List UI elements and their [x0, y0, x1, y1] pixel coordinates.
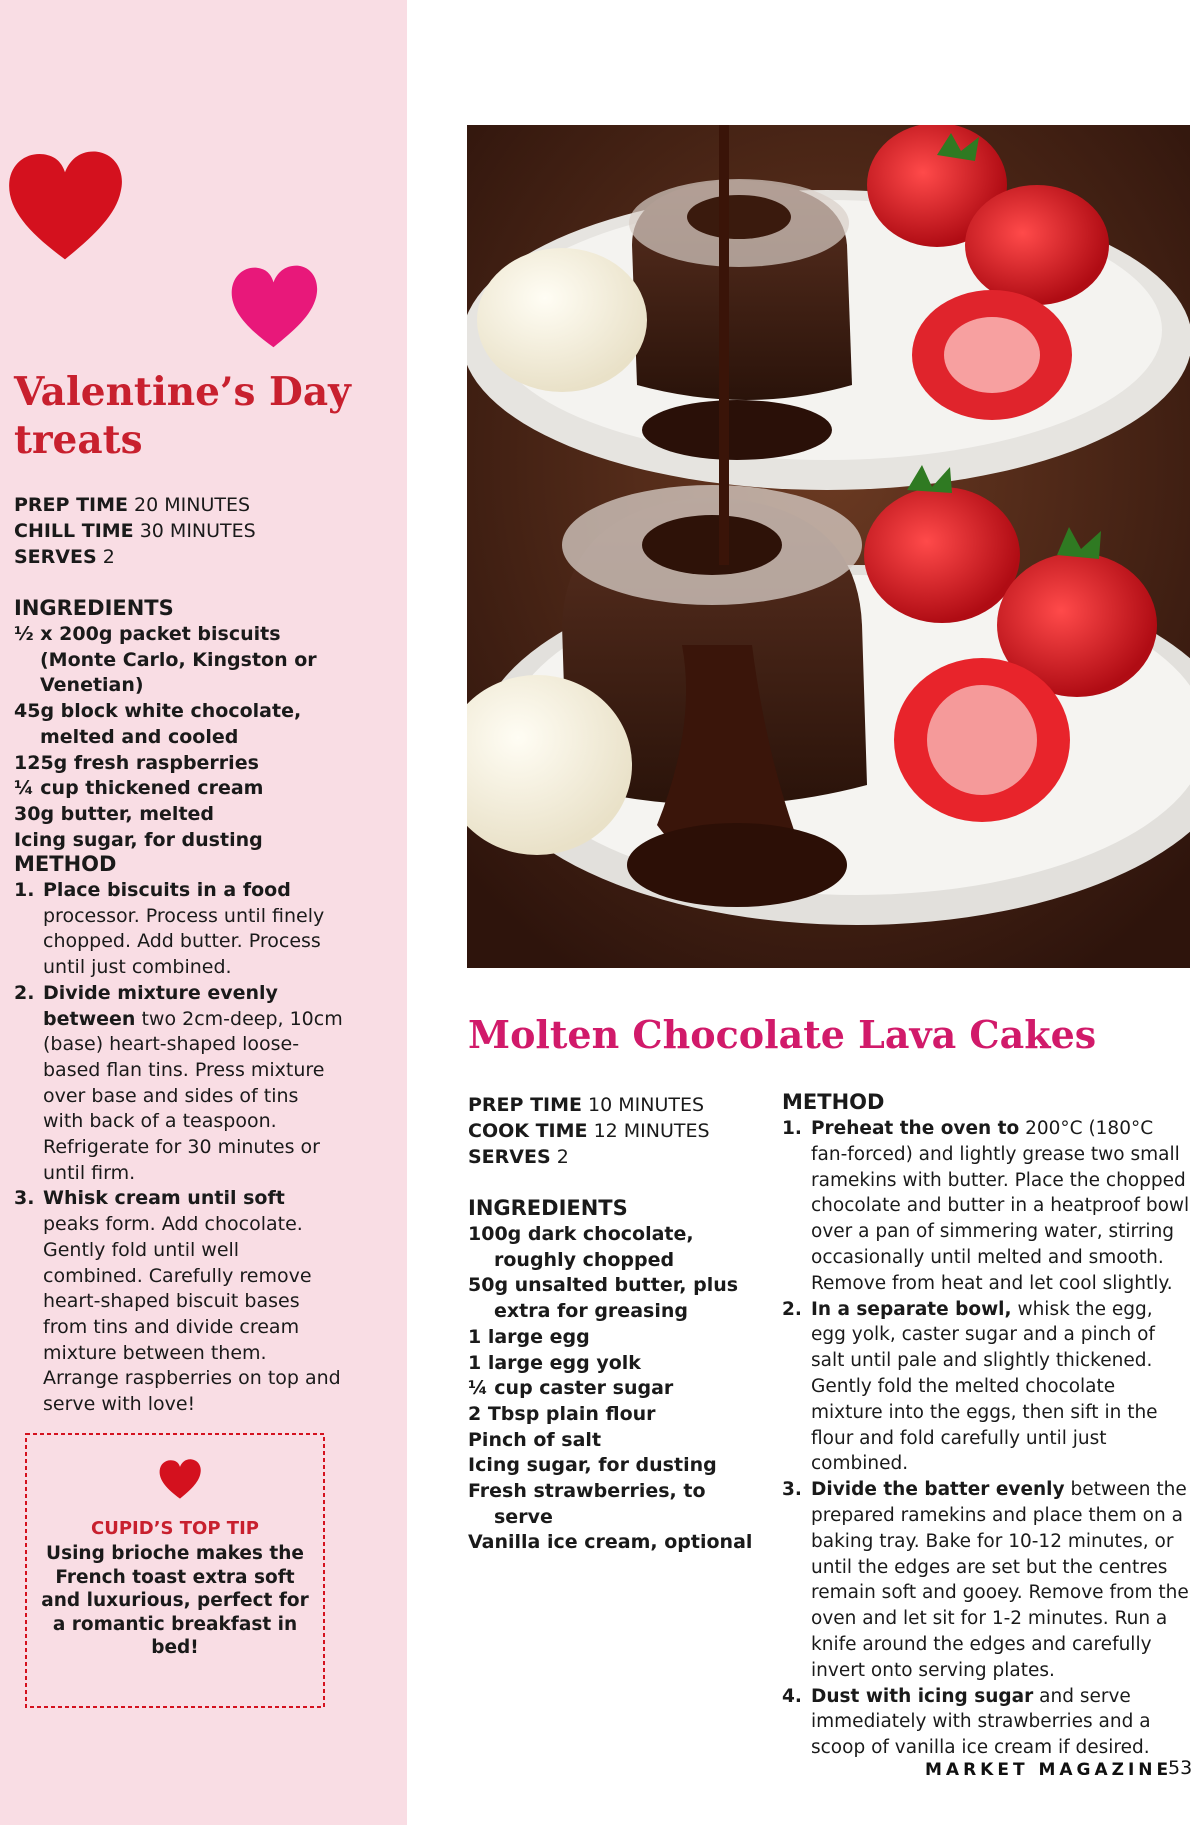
serves: SERVES 2	[468, 1146, 569, 1168]
ingredients-heading: INGREDIENTS	[468, 1196, 628, 1220]
recipe-ingredients	[468, 1194, 758, 1556]
ingredient-list	[14, 622, 344, 853]
recipe-meta	[468, 1092, 758, 1170]
sidebar-ingredients	[14, 594, 344, 853]
pink-heart-icon	[226, 262, 321, 350]
prep-time: PREP TIME 20 MINUTES	[14, 494, 251, 516]
method-step: 1. Preheat the oven to 200°C (180°C fan-forced) and lightly grease two small ramekins with butter. Place the chopped chocolate and butter in a heatproof bowl over a pan of simmering water, stirring occasionally until melted and smooth. Remove from heat and let cool slightly.	[782, 1118, 1190, 1294]
method-step: 2. In a separate bowl, whisk the egg, egg yolk, caster sugar and a pinch of salt until pale and slightly thickened. Gently fold the melted chocolate mixture into the eggs, then sift in the flour and fold carefully until just combined.	[782, 1298, 1158, 1475]
list-item: Pinch of salt	[468, 1428, 602, 1451]
page-number: 53	[1168, 1757, 1193, 1779]
method-steps	[782, 1116, 1192, 1761]
list-item: Icing sugar, for dusting	[468, 1454, 717, 1477]
method-heading: METHOD	[14, 852, 117, 876]
method-step: 3. Divide the batter evenly between the prepared ramekins and place them on a baking tray. Bake for 10-12 minutes, or until the edges are set but the centres remain soft and gooey. Remove from the oven and let sit for 1-2 minutes. Run a knife around the edges and carefully invert onto serving plates.	[782, 1479, 1189, 1681]
list-item: 2 Tbsp plain flour	[468, 1402, 656, 1425]
method-steps	[14, 878, 344, 1418]
list-item: ½ x 200g packet biscuits (Monte Carlo, Kingston or Venetian)	[14, 623, 317, 697]
list-item: ¼ cup caster sugar	[468, 1377, 674, 1400]
list-item: 125g fresh raspberries	[14, 751, 259, 774]
serves: SERVES 2	[14, 546, 115, 568]
list-item: 1 large egg yolk	[468, 1351, 641, 1374]
recipe-title: Molten Chocolate Lava Cakes	[468, 1012, 1097, 1057]
recipe-left-column	[468, 1092, 758, 1556]
sidebar-recipe-title: Valentine’s Day treats	[14, 369, 351, 463]
tip-text: Using brioche makes the French toast extra soft and luxurious, perfect for a romantic breakfast in bed!	[41, 1543, 309, 1658]
list-item: Icing sugar, for dusting	[14, 828, 263, 851]
prep-time: PREP TIME 10 MINUTES	[468, 1094, 705, 1116]
ingredients-heading: INGREDIENTS	[14, 596, 174, 620]
sidebar-method	[14, 850, 344, 1418]
list-item: 45g block white chocolate, melted and cooled	[14, 700, 302, 748]
list-item: 1 large egg	[468, 1325, 590, 1348]
chill-time: CHILL TIME 30 MINUTES	[14, 520, 256, 542]
tip-heart-icon	[157, 1458, 203, 1500]
tip-title: CUPID’S TOP TIP	[91, 1518, 259, 1539]
magazine-name: MARKET MAGAZINE	[925, 1760, 1173, 1780]
recipe-method	[782, 1088, 1192, 1761]
list-item: Fresh strawberries, to serve	[468, 1480, 706, 1528]
cook-time: COOK TIME 12 MINUTES	[468, 1120, 710, 1142]
list-item: Vanilla ice cream, optional	[468, 1531, 753, 1554]
method-step: 4. Dust with icing sugar and serve immediately with strawberries and a scoop of vanilla ice cream if desired.	[782, 1685, 1151, 1759]
method-heading: METHOD	[782, 1090, 885, 1114]
method-step: 1. Place biscuits in a food processor. Process until finely chopped. Add butter. Process until just combined.	[14, 879, 325, 979]
sidebar-meta	[14, 492, 344, 570]
list-item: 30g butter, melted	[14, 802, 215, 825]
ingredient-list	[468, 1222, 758, 1556]
method-step: 3. Whisk cream until soft peaks form. Add chocolate. Gently fold until well combined. Carefully remove heart-shaped biscuit bases from tins and divide cream mixture between them. Arrange raspberries on top and serve with love!	[14, 1187, 341, 1416]
list-item: ¼ cup thickened cream	[14, 777, 264, 800]
method-step: 2. Divide mixture evenly between two 2cm-deep, 10cm (base) heart-shaped loose-based flan tins. Press mixture over base and sides of tins with back of a teaspoon. Refrigerate for 30 minutes or until firm.	[14, 981, 343, 1184]
red-heart-icon	[4, 148, 126, 263]
list-item: 100g dark chocolate, roughly chopped	[468, 1223, 694, 1271]
lava-cake-photo	[467, 125, 1190, 968]
list-item: 50g unsalted butter, plus extra for greasing	[468, 1274, 739, 1323]
